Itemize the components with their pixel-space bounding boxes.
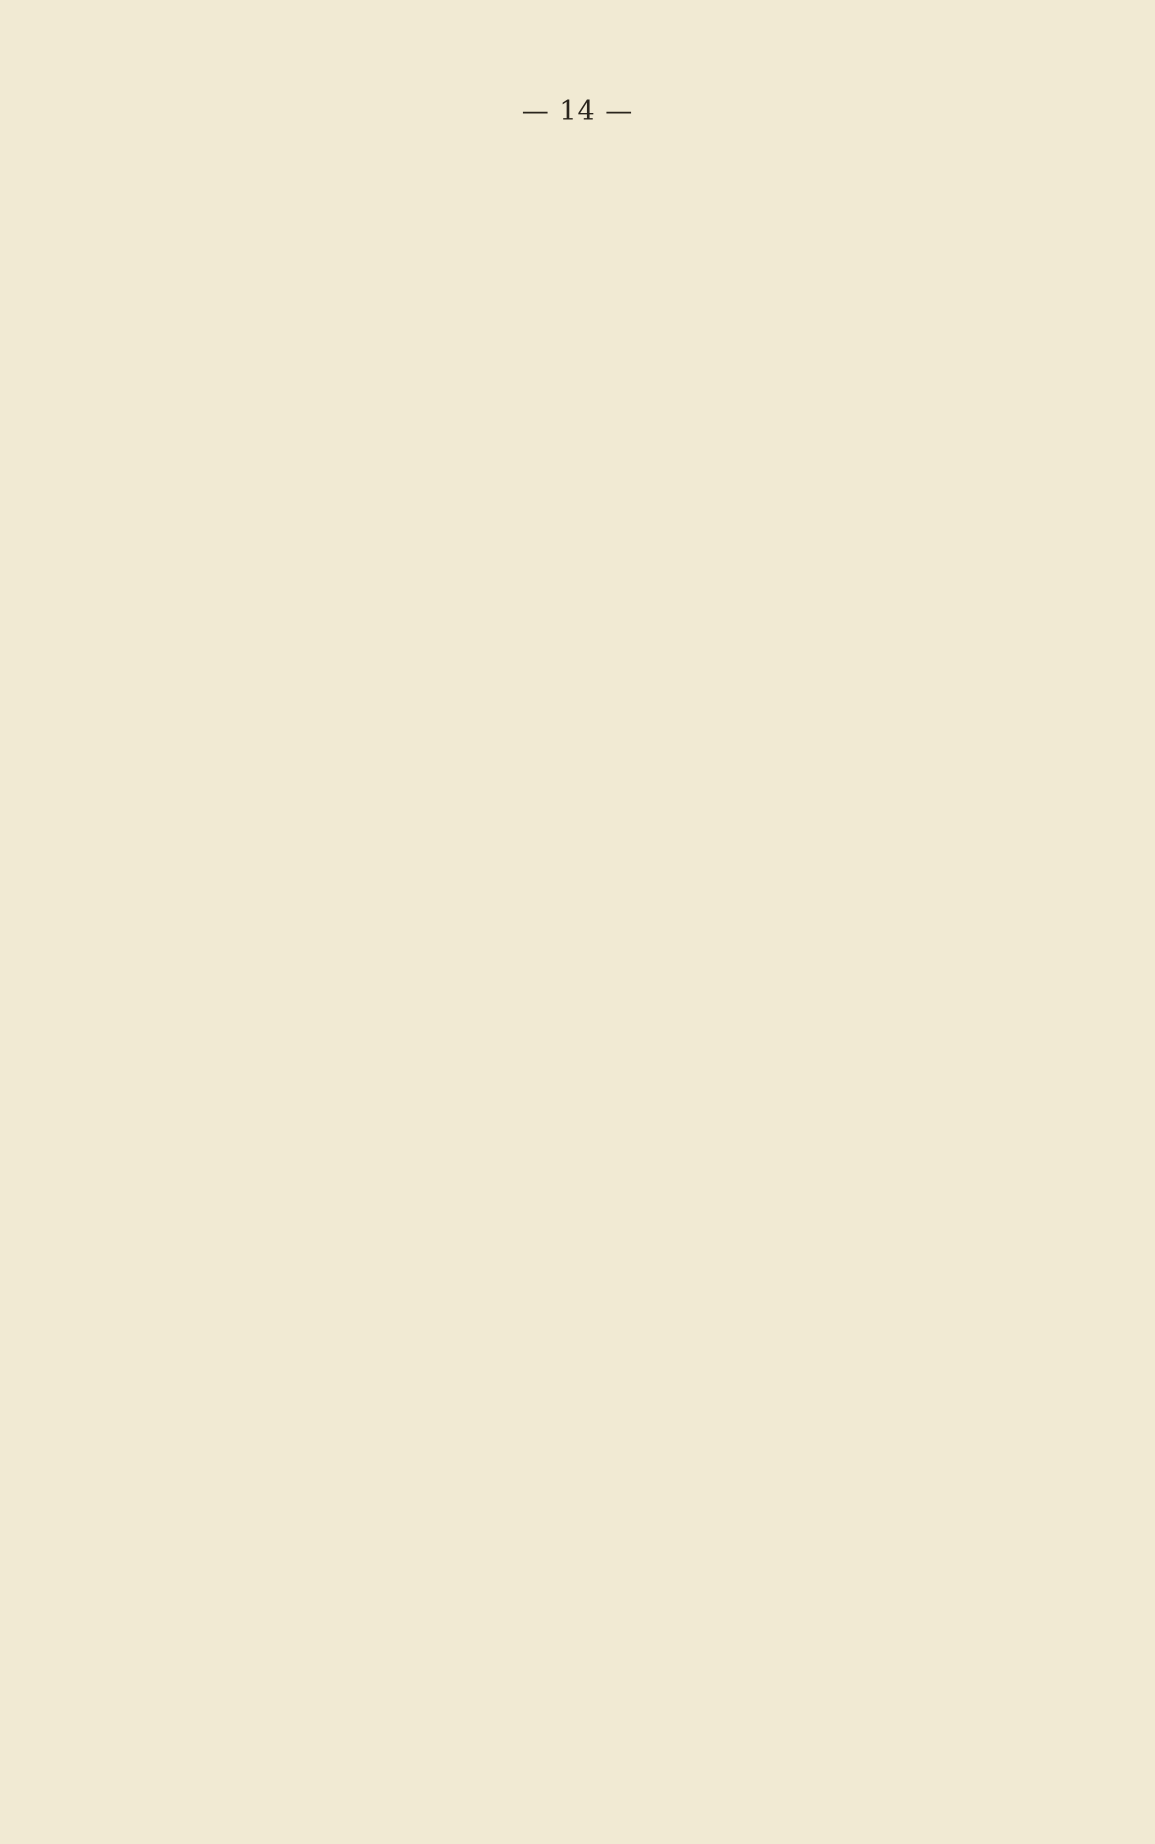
body-text [88, 160, 1078, 1800]
page-number: — 14 — [521, 96, 634, 127]
